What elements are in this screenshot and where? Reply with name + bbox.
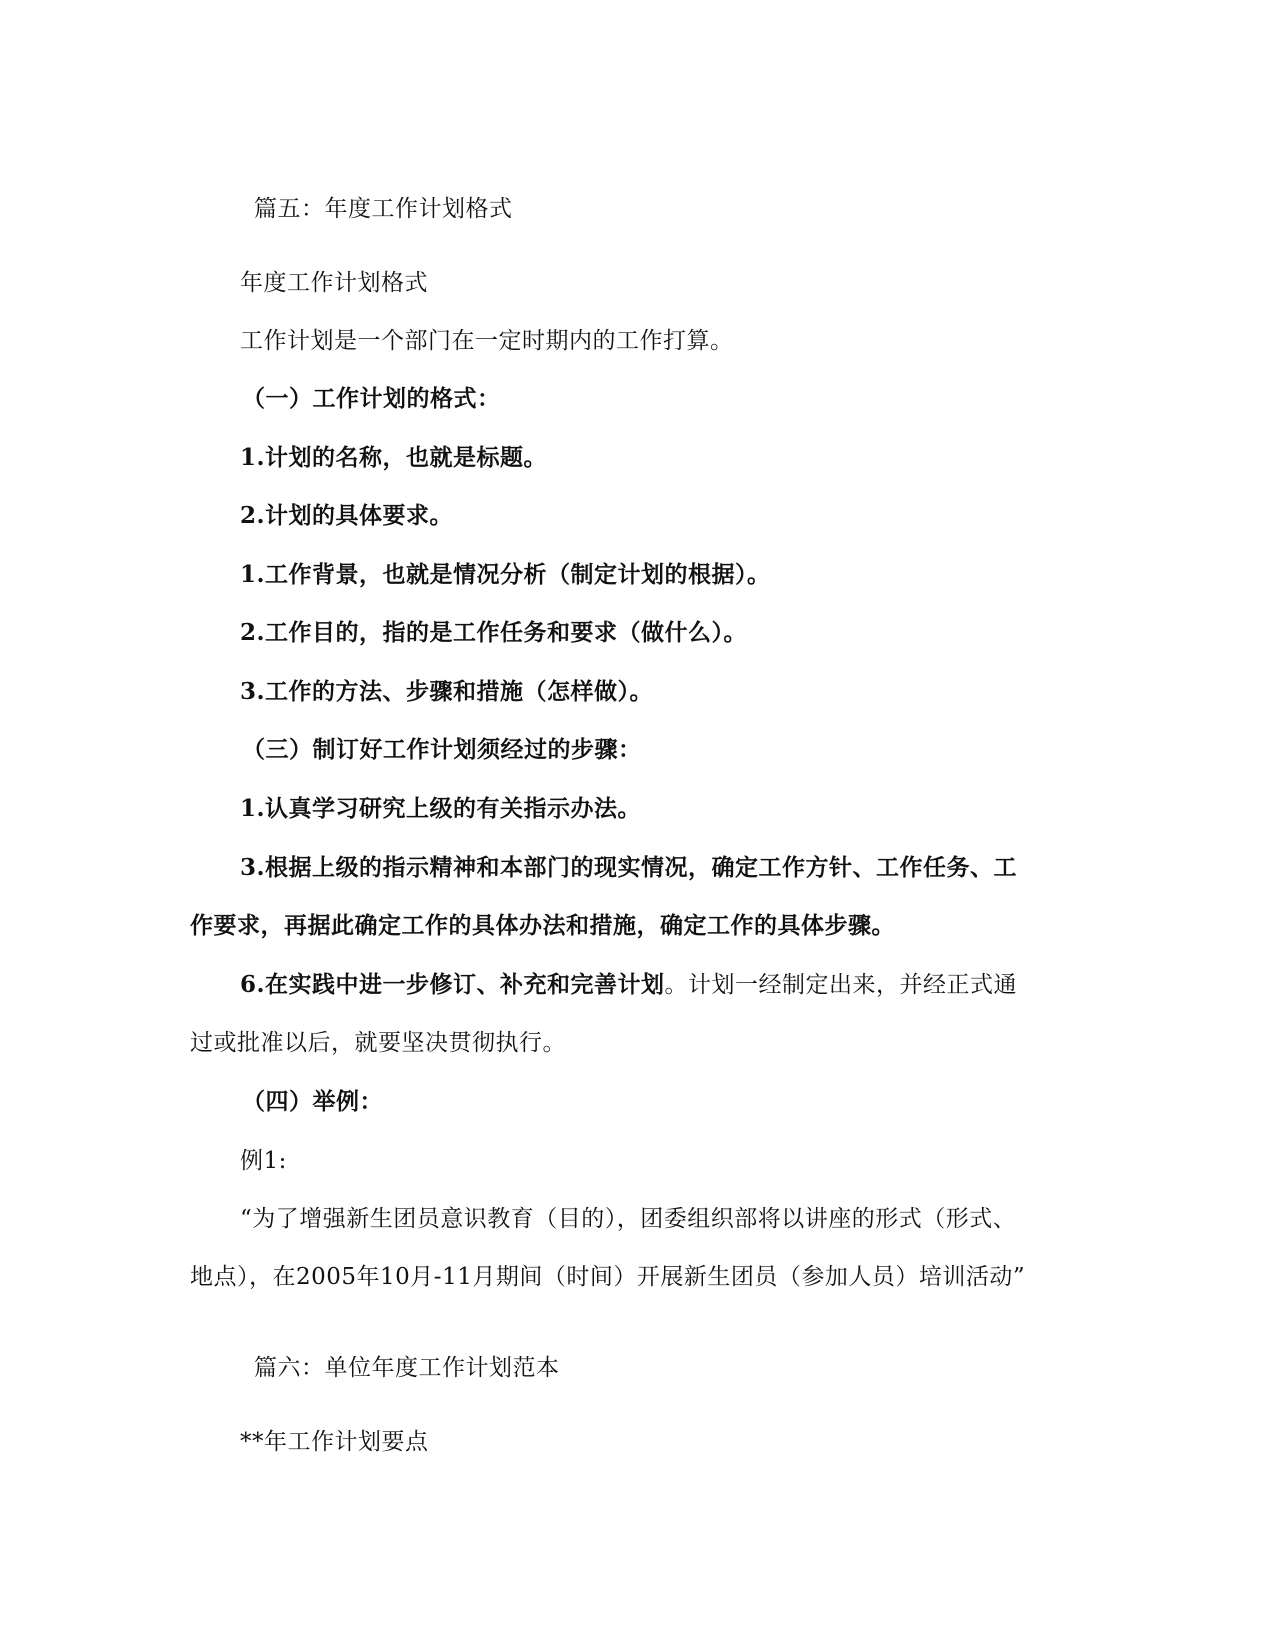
part1-heading: （一）工作计划的格式： (242, 385, 501, 412)
item-work-methods: 3.工作的方法、步骤和措施（怎样做）。 (240, 678, 654, 705)
section6-heading: 篇六：单位年度工作计划范本 (254, 1355, 560, 1381)
step-revise-line1 (240, 970, 1017, 1000)
step-determine-line1: 3.根据上级的指示精神和本部门的现实情况，确定工作方针、工作任务、工 (240, 854, 1018, 881)
part4-heading: （四）举例： (242, 1088, 383, 1115)
example-quote-line1: “为了增强新生团员意识教育（目的），团委组织部将以讲座的形式（形式、 (240, 1206, 1017, 1232)
step-study: 1.认真学习研究上级的有关指示办法。 (240, 795, 642, 822)
section5-intro: 工作计划是一个部门在一定时期内的工作打算。 (240, 328, 734, 354)
step-revise-line2: 过或批准以后，就要坚决贯彻执行。 (190, 1030, 566, 1056)
example-quote-line2: 地点），在2005年10月-11月期间（时间）开展新生团员（参加人员）培训活动” (190, 1264, 1026, 1290)
item-work-background: 1.工作背景，也就是情况分析（制定计划的根据）。 (240, 561, 771, 588)
step-revise-bold: 6.在实践中进一步修订、补充和完善计划 (240, 971, 665, 998)
step-revise-rest: 。计划一经制定出来，并经正式通 (664, 972, 1018, 998)
section6-line1: **年工作计划要点 (240, 1429, 429, 1455)
section5-heading: 篇五：年度工作计划格式 (254, 196, 513, 222)
part3-heading: （三）制订好工作计划须经过的步骤： (242, 736, 642, 763)
item-plan-requirements: 2.计划的具体要求。 (240, 502, 454, 529)
item-plan-name: 1.计划的名称，也就是标题。 (240, 444, 548, 471)
section5-subtitle: 年度工作计划格式 (240, 270, 428, 296)
item-work-purpose: 2.工作目的，指的是工作任务和要求（做什么）。 (240, 619, 748, 646)
step-determine-line2: 作要求，再据此确定工作的具体办法和措施，确定工作的具体步骤。 (190, 912, 895, 939)
example-label: 例1: (240, 1148, 287, 1174)
